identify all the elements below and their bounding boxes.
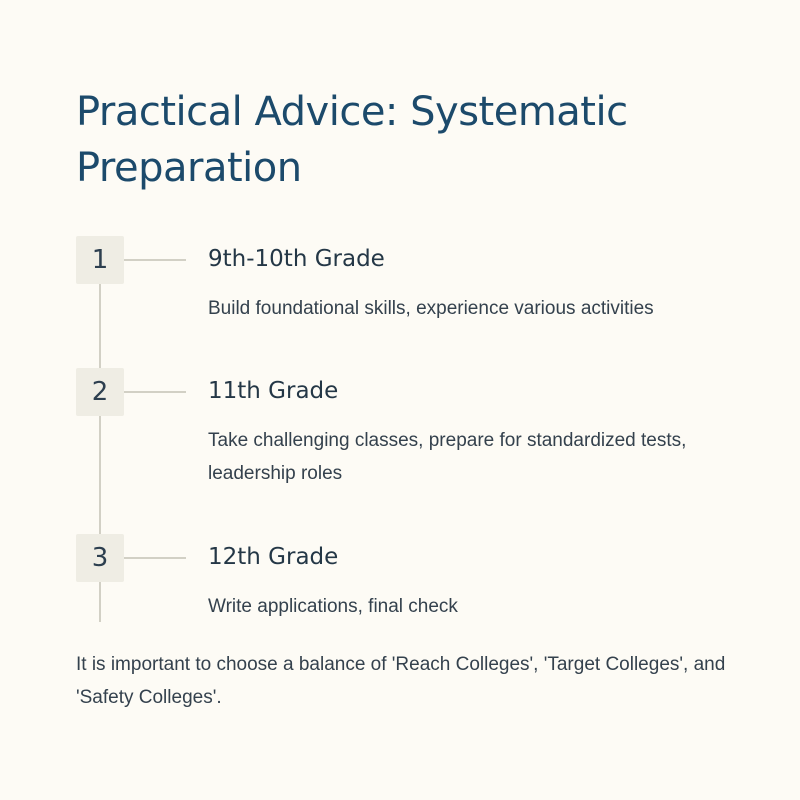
step-connector bbox=[124, 557, 186, 559]
step-description: Build foundational skills, experience various activities bbox=[208, 298, 654, 319]
step-description: Write applications, final check bbox=[208, 596, 458, 617]
step-title: 11th Grade bbox=[208, 378, 339, 404]
step-number-badge: 2 bbox=[76, 368, 124, 416]
step-connector bbox=[124, 391, 186, 393]
step-title: 9th-10th Grade bbox=[208, 246, 385, 272]
step-description: Take challenging classes, prepare for standardized tests, leadership roles bbox=[208, 430, 687, 484]
footer-note: It is important to choose a balance of 'Reach Colleges', 'Target Colleges', and 'Safety Colleges'. bbox=[76, 654, 726, 708]
step-connector bbox=[124, 259, 186, 261]
step-title: 12th Grade bbox=[208, 544, 339, 570]
step-number-badge: 1 bbox=[76, 236, 124, 284]
page-title: Practical Advice: Systematic Preparation bbox=[76, 89, 628, 191]
step-number-badge: 3 bbox=[76, 534, 124, 582]
timeline bbox=[76, 236, 756, 626]
